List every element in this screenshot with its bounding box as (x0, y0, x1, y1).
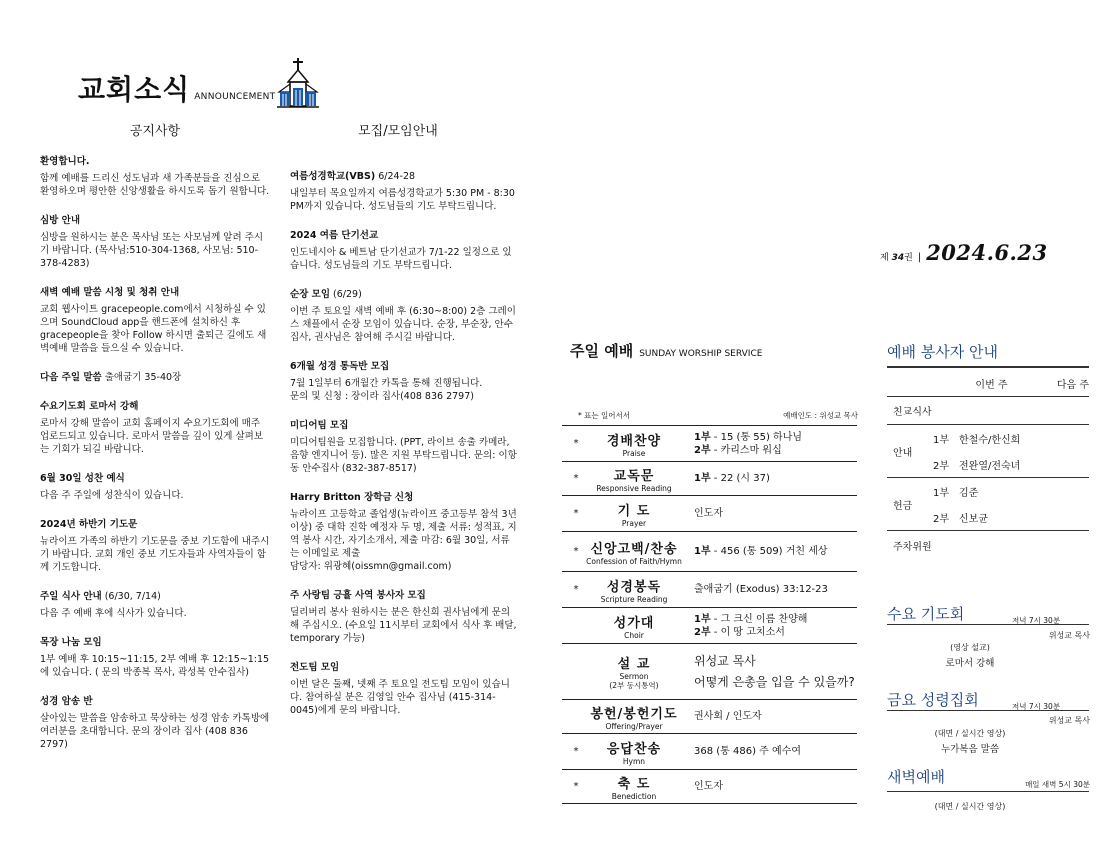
standing-mark (562, 608, 584, 644)
wednesday-time: 저녁 7시 30분 (1012, 616, 1061, 625)
worship-item-english: Responsive Reading (596, 483, 672, 493)
standing-mark: * (562, 462, 584, 496)
worship-item-english: Offering/Prayer (605, 721, 663, 731)
friday-title: 금요 성령집회 (887, 691, 979, 709)
standing-mark: * (562, 532, 584, 572)
issue-info (880, 240, 1048, 265)
notice-title (40, 155, 272, 168)
standing-mark: * (562, 734, 584, 770)
notice-item (40, 155, 272, 198)
worship-item-korean: 설 교 (617, 657, 651, 672)
standing-mark: * (562, 572, 584, 608)
notice-body: 인도네시아 & 베트남 단기선교가 7/1-22 일정으로 있습니다. 성도님들의 기도 부탁드립니다. (290, 247, 512, 271)
guide-2-names: 전완열/전숙녀 (959, 460, 1021, 472)
dawn-mode: (대면 / 실시간 영상) (934, 802, 1006, 811)
worship-item-name (584, 496, 684, 532)
notice-title (290, 661, 518, 674)
offering-1-label: 1부 (933, 487, 950, 499)
detail-line-1 (694, 472, 857, 485)
detail-text: 위성교 목사 (694, 653, 756, 668)
worship-item-korean: 경배찬양 (606, 433, 662, 449)
notice-title (290, 229, 518, 242)
notice-title-text: 6월 30일 성찬 예식 (40, 473, 125, 484)
notice-title (290, 170, 518, 183)
notice-body: 뉴라이프 가족의 하반기 기도문을 중보 기도함에 내주시기 바랍니다. 교회 개인 중보 기도자들과 사역자들이 함께 기도합니다. (40, 536, 270, 573)
row-guide-1 (887, 425, 1089, 452)
worship-row (562, 644, 857, 700)
worship-meta (578, 410, 858, 421)
worship-item-english: Praise (622, 448, 646, 458)
notice-title-text: 순장 모임 (290, 289, 331, 300)
notice-title-text: 여름성경학교(VBS) (290, 171, 376, 182)
notice-title-extra: 6/24-28 (375, 171, 416, 182)
detail-line-1 (694, 710, 857, 723)
dawn-title: 새벽예배 (887, 768, 945, 786)
dawn-time: 매일 새벽 5시 30분 (1025, 780, 1090, 789)
worship-item-name (584, 644, 684, 700)
notice-body: 딜리버리 봉사 원하시는 분은 한신희 권사님에게 문의해 주십시오. (수요일 11시부터 교회에서 식사 후 배달, temporary 가능) (290, 607, 517, 644)
detail-line-1 (694, 545, 857, 558)
worship-item-korean: 응답찬송 (606, 741, 662, 757)
notice-title (40, 590, 272, 603)
notice-item (40, 695, 272, 751)
offering-1-names: 김준 (959, 487, 979, 499)
wednesday-topic: 로마서 강해 (945, 658, 995, 669)
announcements-column (40, 155, 272, 767)
row-offering-1 (887, 478, 1089, 505)
notice-title-extra: (6/29) (330, 289, 362, 300)
notice-title-text: 미디어팀 모집 (290, 420, 349, 431)
col-this-week: 이번 주 (975, 379, 1008, 391)
notice-item (290, 589, 518, 645)
notice-item (290, 661, 518, 717)
detail-line-1 (694, 780, 857, 793)
notice-body: 로마서 강해 말씀이 교회 홈페이지 수요기도회에 매주 업로드되고 있습니다. 로마서 말씀을 깊이 있게 살펴보는 기회가 되길 바랍니다. (40, 418, 264, 455)
row-fellowship (887, 397, 1089, 425)
row-parking (887, 531, 1089, 561)
col-next-week: 다음 주 (1056, 379, 1089, 391)
worship-title: 주일 예배 (570, 342, 634, 360)
notice-title-text: 수요기도회 로마서 강해 (40, 401, 139, 412)
worship-item-detail (684, 734, 857, 770)
masthead-subtitle: ANNOUNCEMENT (194, 92, 276, 102)
worship-item-name (584, 426, 684, 462)
standing-note: * 표는 일어서서 (578, 411, 630, 420)
notice-title (40, 472, 272, 485)
worship-item-name (584, 700, 684, 734)
recruit-column (290, 170, 518, 733)
notice-body: 1부 예배 후 10:15~11:15, 2부 예배 후 12:15~1:15에 있습니다. ( 문의 박종복 목사, 곽성복 안수집사) (40, 654, 270, 678)
notice-title-text: 주일 식사 안내 (40, 591, 102, 602)
standing-mark: * (562, 426, 584, 462)
worship-row (562, 496, 857, 532)
notice-title (40, 400, 272, 413)
detail-text: 어떻게 은총을 입을 수 있을까? (694, 674, 855, 689)
notice-item (40, 472, 272, 502)
dawn-rule (887, 791, 1089, 792)
worship-item-english: Prayer (621, 518, 647, 528)
worship-item-english: Choir (624, 630, 644, 640)
detail-part-label: 1부 (694, 546, 711, 557)
notice-title (40, 286, 272, 299)
notice-title (290, 288, 518, 301)
worship-item-name (584, 770, 684, 804)
servants-rule (887, 366, 1089, 368)
detail-line-1 (694, 507, 857, 520)
worship-title-en: SUNDAY WORSHIP SERVICE (639, 349, 763, 359)
offering-2-names: 신보균 (959, 513, 988, 525)
notice-item (40, 214, 272, 270)
wednesday-leader: 위성교 목사 (1048, 631, 1090, 640)
notice-body: 이번 달은 둘째, 넷째 주 토요일 전도팀 모임이 있습니다. 참여하실 분은 김영일 안수 집사님 (415-314-0045)에게 문의 바랍니다. (290, 679, 510, 716)
notice-title (290, 419, 518, 432)
detail-line-1 (694, 655, 857, 668)
worship-item-english: Scripture Reading (600, 594, 668, 604)
notice-title (290, 589, 518, 602)
notice-title-text: 목장 나눔 모임 (40, 637, 102, 648)
notice-title (290, 491, 518, 504)
notice-title (40, 636, 272, 649)
notice-item (290, 288, 518, 344)
standing-mark (562, 644, 584, 700)
issue-separator: | (917, 252, 922, 263)
worship-item-detail (684, 496, 857, 532)
worship-item-korean: 성가대 (613, 615, 655, 631)
worship-item-korean: 교독문 (613, 468, 655, 484)
notice-title (290, 360, 518, 373)
worship-item-name (584, 608, 684, 644)
friday-leader: 위성교 목사 (1048, 716, 1090, 725)
friday-topic: 누가복음 말씀 (940, 744, 1000, 755)
detail-part-label: 1부 (694, 613, 711, 625)
notice-title (40, 214, 272, 227)
notice-body: 다음 주 주일에 성찬식이 있습니다. (40, 490, 184, 501)
wednesday-mode: (영상 설교) (950, 643, 990, 652)
worship-item-english: Benediction (611, 791, 657, 801)
church-icon (277, 58, 319, 108)
notice-title-text: 성경 암송 반 (40, 696, 93, 707)
worship-row (562, 770, 857, 804)
worship-item-korean: 기 도 (617, 503, 651, 519)
detail-text: - 22 (시 37) (710, 473, 770, 484)
worship-item-korean: 성경봉독 (606, 579, 662, 595)
notice-body: 미디어팀원을 모집합니다. (PPT, 라이브 송출 카메라, 음향 엔지니어 등). 많은 지원 부탁드립니다. 문의: 이항동 안수집사 (832-387-8517) (290, 437, 517, 474)
notice-item (40, 590, 272, 620)
worship-item-detail (684, 426, 857, 462)
notice-title-text: 환영합니다. (40, 156, 90, 167)
guide-1-label: 1부 (933, 434, 950, 446)
notice-item (290, 170, 518, 213)
wednesday-title: 수요 기도회 (887, 605, 965, 623)
worship-row (562, 608, 857, 644)
detail-line-1 (694, 583, 857, 596)
notice-body: 심방을 원하시는 분은 목사님 또는 사모님께 알려 주시기 바랍니다. (목사님:510-304-1368, 사모님: 510-378-4283) (40, 232, 264, 269)
recruit-heading: 모집/모임안내 (358, 124, 438, 139)
fellowship-label: 친교식사 (893, 407, 932, 418)
worship-item-note: (2부 동시통역) (609, 681, 659, 690)
worship-item-detail (684, 462, 857, 496)
detail-text: 출애굽기 (Exodus) 33:12-23 (694, 584, 828, 595)
friday-rule (887, 710, 1089, 711)
worship-row (562, 532, 857, 572)
notice-title (40, 518, 272, 531)
notice-title-text: 6개월 성경 통독반 모집 (290, 361, 390, 372)
offering-2-label: 2부 (933, 513, 950, 525)
notice-item (40, 636, 272, 679)
issue-date: 2024.6.23 (926, 240, 1048, 265)
notice-title-text: 새벽 예배 말씀 시청 및 청취 안내 (40, 287, 180, 298)
guide-2-label: 2부 (933, 460, 950, 472)
detail-line-2 (694, 444, 857, 457)
detail-text: - 그 크신 이름 찬양해 (710, 613, 808, 625)
notice-item (40, 286, 272, 355)
detail-text: 368 (통 486) 주 예수여 (694, 746, 801, 757)
notice-title-text: 전도팀 모임 (290, 662, 340, 673)
worship-item-name (584, 734, 684, 770)
detail-text: 인도자 (694, 781, 723, 792)
volume-label: 제 34권 (880, 253, 913, 263)
notice-body: 뉴라이프 고등학교 졸업생(뉴라이프 중고등부 참석 3년 이상) 중 대학 진학 예정자 두 명, 제출 서류: 성적표, 지역 봉사 시간, 자기소개서, 제출 마감: 6월 30일, 서류는 이메일로 제출 담당자: 위광혜(oissmn@gmail.com) (290, 509, 517, 572)
worship-title-block (570, 340, 762, 361)
worship-row (562, 426, 857, 462)
wednesday-rule (887, 624, 1089, 625)
notice-body: 살아있는 말씀을 암송하고 묵상하는 성경 암송 카톡방에 여러분을 초대합니다. 문의 장이라 집사 (408 836 2797) (40, 713, 270, 750)
friday-time: 저녁 7시 30분 (1012, 702, 1061, 711)
guide-label: 안내 (893, 447, 913, 459)
worship-item-korean: 신앙고백/찬송 (590, 541, 678, 557)
notice-body: 내일부터 목요일까지 여름성경학교가 5:30 PM - 8:30 PM까지 있습니다. 성도님들의 기도 부탁드립니다. (290, 188, 515, 212)
worship-item-detail (684, 532, 857, 572)
notice-item (290, 419, 518, 475)
detail-line-1 (694, 745, 857, 758)
notice-title-text: 심방 안내 (40, 215, 81, 226)
worship-item-name (584, 532, 684, 572)
detail-part-label: 2부 (694, 444, 711, 456)
detail-line-1 (694, 431, 857, 444)
notice-item (40, 371, 272, 384)
detail-text: - 이 땅 고치소서 (710, 626, 785, 638)
notice-body: 교회 웹사이트 gracepeople.com에서 시청하실 수 있으며 SoundCloud app을 핸드폰에 설치하신 후 gracepeople을 찾아 Follow 하시면 출퇴근 길에도 새벽예배 말씀을 들으실 수 있습니다. (40, 304, 267, 354)
worship-item-korean: 축 도 (617, 776, 651, 792)
worship-item-detail (684, 572, 857, 608)
worship-order-table (562, 425, 857, 804)
worship-item-korean: 봉헌/봉헌기도 (590, 706, 678, 722)
worship-row (562, 700, 857, 734)
detail-part-label: 2부 (694, 626, 711, 638)
worship-item-english: Sermon (619, 672, 649, 681)
detail-line-2 (694, 626, 857, 639)
detail-text: - 15 (통 55) 하나님 (710, 431, 803, 443)
detail-part-label: 1부 (694, 473, 711, 484)
notice-body: 함께 예배를 드리신 성도님과 새 가족분들을 진심으로 환영하오며 평안한 신앙생활을 하시도록 돕기 원합니다. (40, 173, 270, 197)
notice-title-text: 2024년 하반기 기도문 (40, 519, 138, 530)
worship-row (562, 572, 857, 608)
servants-title: 예배 봉사자 안내 (887, 343, 998, 361)
offering-label: 헌금 (893, 500, 913, 512)
worship-item-detail (684, 700, 857, 734)
worship-item-detail (684, 770, 857, 804)
detail-text: - 카리스마 워십 (710, 444, 782, 456)
notice-title-extra: (6/30, 7/14) (101, 591, 161, 602)
notice-title-extra: 출애굽기 35-40장 (101, 372, 182, 383)
notice-title-text: 다음 주일 말씀 (40, 372, 102, 383)
notice-item (290, 360, 518, 403)
worship-row (562, 734, 857, 770)
worship-row (562, 462, 857, 496)
detail-text: 인도자 (694, 508, 723, 519)
parking-label: 주차위원 (893, 542, 932, 554)
notice-body: 다음 주 예배 후에 식사가 있습니다. (40, 608, 187, 619)
notice-body: 이번 주 토요일 새벽 예배 후 (6:30~8:00) 2층 그레이스 채플에서 순장 모임이 있습니다. 순장, 부순장, 안수집사, 권사님은 참여해 주시길 바랍니다. (290, 306, 516, 343)
notice-item (40, 400, 272, 456)
detail-text: 권사회 / 인도자 (694, 711, 762, 722)
friday-mode: (대면 / 실시간 영상) (934, 729, 1006, 738)
masthead-title: 교회소식 (78, 73, 191, 106)
masthead (78, 58, 319, 108)
standing-mark: * (562, 496, 584, 532)
notice-body: 7월 1일부터 6개월간 카톡을 통해 진행됩니다. 문의 및 신청 : 장이라 집사(408 836 2797) (290, 378, 483, 402)
detail-line-2 (694, 676, 857, 689)
notice-title-text: 주 사랑팀 긍휼 사역 봉사자 모집 (290, 590, 426, 601)
worship-item-english: Confession of Faith/Hymn (586, 556, 682, 566)
notice-item (290, 229, 518, 272)
notice-title (40, 371, 272, 384)
announcements-heading: 공지사항 (129, 124, 181, 139)
worship-item-detail (684, 644, 857, 700)
notice-title-text: 2024 여름 단기선교 (290, 230, 379, 241)
standing-mark: * (562, 770, 584, 804)
notice-title (40, 695, 272, 708)
detail-line-1 (694, 613, 857, 626)
servants-table (887, 370, 1089, 561)
worship-item-name (584, 572, 684, 608)
worship-item-english: Hymn (622, 756, 646, 766)
notice-title-text: Harry Britton 장학금 신청 (290, 492, 414, 503)
notice-item (40, 518, 272, 574)
detail-part-label: 1부 (694, 431, 711, 443)
notice-item (290, 491, 518, 573)
guide-1-names: 한철수/한신희 (959, 434, 1021, 446)
worship-item-detail (684, 608, 857, 644)
standing-mark (562, 700, 584, 734)
detail-text: - 456 (통 509) 거친 세상 (710, 546, 828, 557)
worship-item-name (584, 462, 684, 496)
worship-leader: 예배인도 : 위성교 목사 (783, 411, 858, 420)
